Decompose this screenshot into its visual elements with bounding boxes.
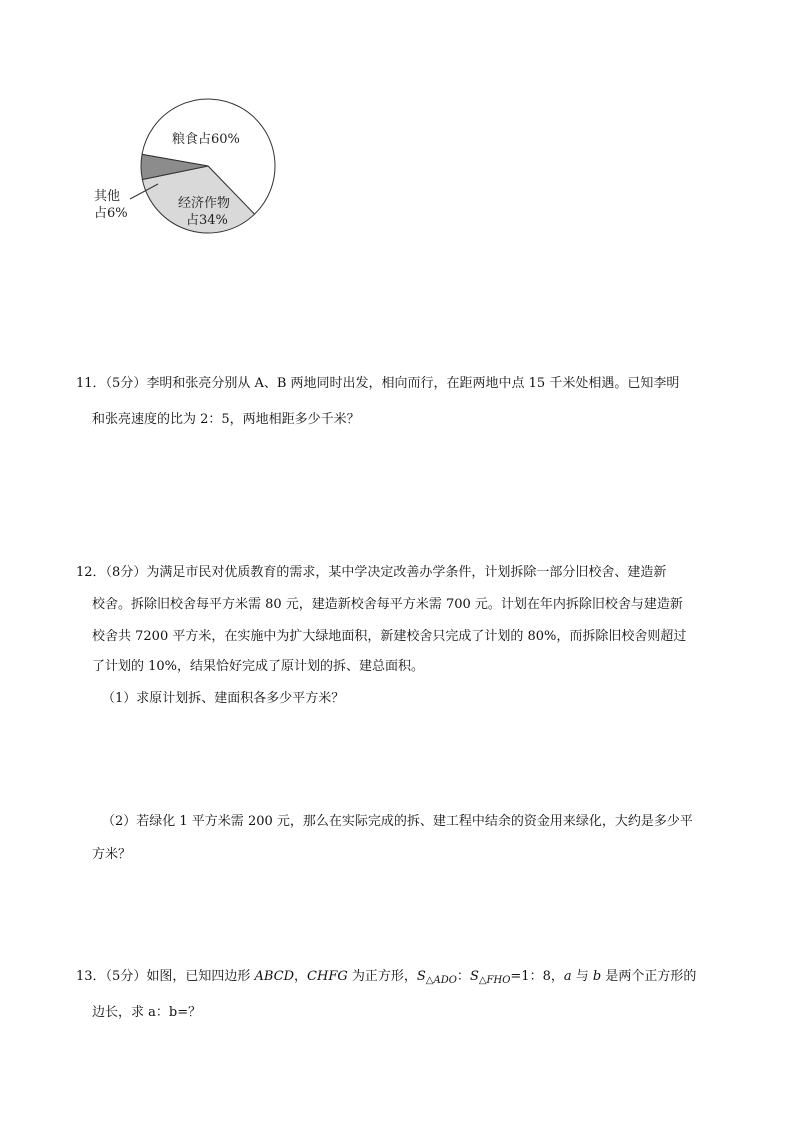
- q13-line2: 边长，求 a：b=？: [92, 1005, 202, 1020]
- q12-part2-line1: （2）若绿化 1 平方米需 200 元，那么在实际完成的拆、建工程中结余的资金用来绿化，大约是多少平: [102, 814, 693, 829]
- q12-line3: 校舍共 7200 平方米，在实施中为扩大绿地面积，新建校舍只完成了计划的 80%，而拆除旧校舍则超过: [92, 629, 687, 644]
- q13-prefix: 13．（5分）如图，已知四边形: [76, 969, 255, 984]
- pie-label-economic-line1: 经济作物: [178, 196, 231, 211]
- q13-area-s1-sub: △ADO: [425, 975, 457, 986]
- q13-area-s1: S: [416, 969, 426, 984]
- q13-ratio: =1：8，: [510, 969, 564, 984]
- pie-label-economic-line2: 占34%: [186, 213, 228, 228]
- q13-line1: [76, 965, 696, 986]
- q12-line1: 12．（8分）为满足市民对优质教育的需求，某中学决定改善办学条件，计划拆除一部分旧校舍、建造新: [76, 565, 667, 580]
- q13-colon: ：: [456, 969, 470, 984]
- pie-label-other-line1: 其他: [94, 189, 121, 204]
- q13-area-s2: S: [469, 969, 479, 984]
- q13-quad2: CHFG: [307, 969, 348, 984]
- question-13: [76, 965, 726, 1025]
- pie-label-grain: 粮食占60%: [172, 132, 240, 147]
- q13-tail: 是两个正方形的: [601, 969, 697, 984]
- pie-label-other-line2: 占6%: [94, 206, 128, 221]
- q13-mid: 为正方形，: [347, 969, 417, 984]
- q13-var-b: b: [592, 969, 602, 984]
- q13-comma: ，: [294, 969, 308, 984]
- q11-line1: 11．（5分）李明和张亮分别从 A、B 两地同时出发，相向而行，在距两地中点 15 千米处相遇。已知李明: [76, 376, 680, 391]
- pie-chart: [90, 96, 280, 236]
- q12-line4: 了计划的 10%，结果恰好完成了原计划的拆、建总面积。: [92, 659, 425, 674]
- q13-var-a: a: [563, 969, 572, 984]
- question-11: [76, 372, 726, 432]
- q12-part2-line2: 方米？: [92, 847, 132, 862]
- q11-line2: 和张亮速度的比为 2：5，两地相距多少千米？: [92, 412, 360, 427]
- q12-part1: （1）求原计划拆、建面积各多少平方米？: [102, 691, 345, 706]
- q13-area-s2-sub: △FHO: [478, 975, 511, 986]
- q13-and: 与: [571, 969, 593, 984]
- q13-quad1: ABCD: [254, 969, 295, 984]
- question-12: [76, 561, 726, 861]
- q12-line2: 校舍。拆除旧校舍每平方米需 80 元，建造新校舍每平方米需 700 元。计划在年内拆除旧校舍与建造新: [92, 597, 683, 612]
